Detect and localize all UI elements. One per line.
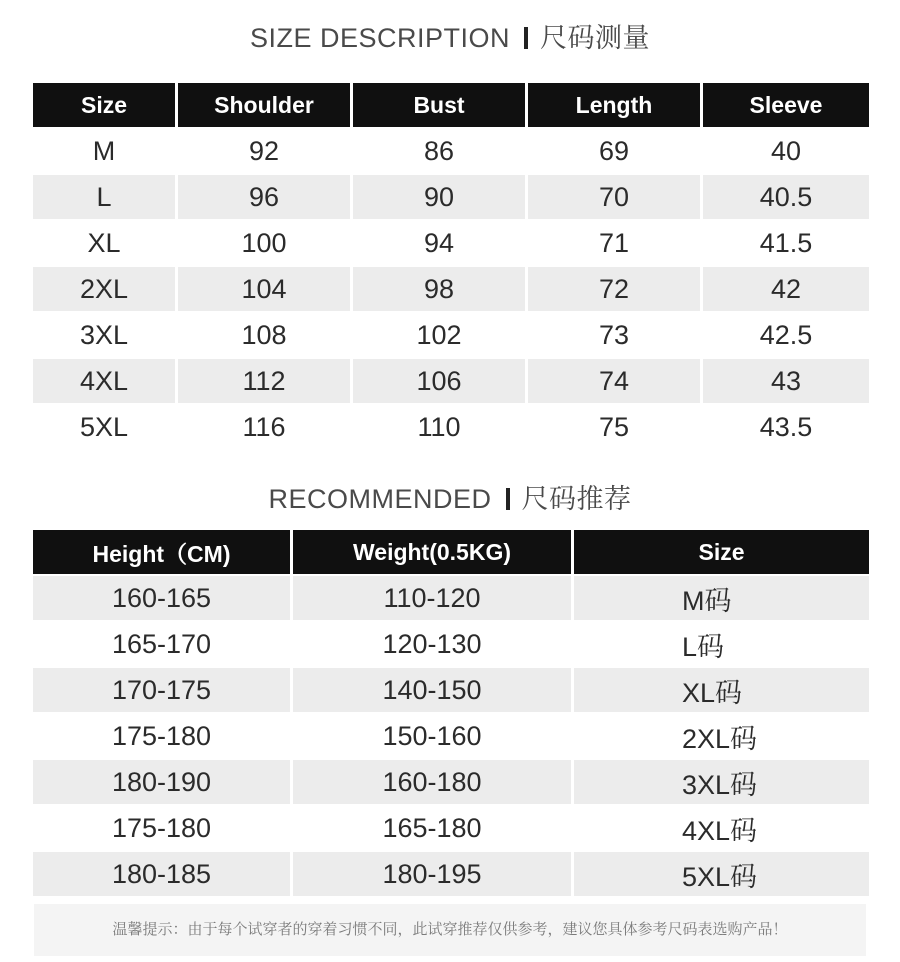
title-divider-bar: [506, 488, 510, 510]
cell-shoulder: 116: [242, 411, 286, 442]
table-row: [33, 622, 869, 666]
table-row: [33, 313, 869, 357]
cell-bust: 102: [416, 319, 462, 350]
header-size: Size: [574, 530, 869, 574]
cell-sleeve: 41.5: [759, 227, 813, 258]
cell-height: 180-190: [33, 760, 290, 804]
cell-size: M码: [574, 576, 869, 620]
cell-sleeve: 43: [703, 359, 869, 403]
cell-size: L码: [682, 631, 725, 662]
cell-bust: 90: [353, 175, 525, 219]
title-divider-bar: [524, 27, 528, 49]
table-row: [33, 668, 869, 712]
header-size: Size: [33, 83, 175, 127]
table-row: [33, 806, 869, 850]
fitting-tip-note: 温馨提示：由于每个试穿者的穿着习惯不同，此试穿推荐仅供参考，建议您具体参考尺码表选购产品！: [34, 904, 866, 956]
header-shoulder: Shoulder: [178, 83, 350, 127]
cell-size: XL: [87, 227, 121, 258]
cell-size: L: [33, 175, 175, 219]
cell-height: 180-185: [33, 852, 290, 896]
header-sleeve: Sleeve: [703, 83, 869, 127]
cell-shoulder: 92: [248, 135, 280, 166]
cell-length: 70: [528, 175, 700, 219]
cell-length: 75: [598, 411, 630, 442]
cell-weight: 180-195: [293, 852, 571, 896]
cell-length: 72: [528, 267, 700, 311]
cell-size: M: [92, 135, 116, 166]
cell-height: 160-165: [33, 576, 290, 620]
cell-bust: 98: [353, 267, 525, 311]
size-measurement-table: [30, 81, 872, 451]
table-row: [33, 129, 869, 173]
cell-height: 175-180: [111, 720, 212, 751]
table-header-row: [33, 530, 869, 574]
cell-weight: 150-160: [382, 720, 482, 751]
cell-shoulder: 104: [178, 267, 350, 311]
cell-sleeve: 42: [703, 267, 869, 311]
cell-weight: 110-120: [293, 576, 571, 620]
cell-height: 175-180: [111, 812, 212, 843]
cell-weight: 120-130: [382, 628, 482, 659]
table-row: [33, 267, 869, 311]
table-row: [33, 221, 869, 265]
table-row: [33, 359, 869, 403]
cell-shoulder: 108: [241, 319, 287, 350]
cell-size: 4XL: [33, 359, 175, 403]
table-row: [33, 714, 869, 758]
cell-size: 3XL码: [574, 760, 869, 804]
cell-weight: 160-180: [293, 760, 571, 804]
size-title-cn: 尺码测量: [540, 23, 651, 53]
cell-bust: 94: [423, 227, 455, 258]
header-height: Height（CM): [33, 530, 290, 574]
size-title-en: SIZE DESCRIPTION: [249, 23, 511, 53]
table-row: [33, 852, 869, 896]
table-row: [33, 175, 869, 219]
cell-shoulder: 100: [241, 227, 287, 258]
cell-size: 4XL码: [682, 815, 758, 846]
cell-sleeve: 40: [770, 135, 802, 166]
recommended-title-en: RECOMMENDED: [268, 484, 492, 514]
header-weight: Weight(0.5KG): [293, 530, 571, 574]
cell-size: 2XL码: [682, 723, 758, 754]
table-row: [33, 760, 869, 804]
cell-bust: 86: [423, 135, 455, 166]
cell-size: 3XL: [79, 319, 129, 350]
size-recommendation-table: [30, 528, 872, 898]
table-row: [33, 405, 869, 449]
cell-sleeve: 40.5: [703, 175, 869, 219]
cell-length: 71: [598, 227, 630, 258]
cell-sleeve: 42.5: [759, 319, 813, 350]
size-description-title: [0, 16, 900, 55]
cell-size: XL码: [574, 668, 869, 712]
cell-length: 73: [598, 319, 630, 350]
cell-size: 2XL: [33, 267, 175, 311]
recommended-title: [0, 477, 900, 516]
cell-shoulder: 112: [178, 359, 350, 403]
cell-length: 74: [528, 359, 700, 403]
cell-bust: 106: [353, 359, 525, 403]
cell-bust: 110: [417, 411, 461, 442]
cell-size: 5XL码: [574, 852, 869, 896]
cell-height: 165-170: [111, 628, 212, 659]
cell-weight: 165-180: [382, 812, 482, 843]
recommended-title-cn: 尺码推荐: [521, 484, 632, 514]
header-bust: Bust: [353, 83, 525, 127]
cell-sleeve: 43.5: [759, 411, 813, 442]
table-header-row: [33, 83, 869, 127]
table-row: [33, 576, 869, 620]
cell-height: 170-175: [33, 668, 290, 712]
cell-weight: 140-150: [293, 668, 571, 712]
cell-length: 69: [598, 135, 630, 166]
header-length: Length: [528, 83, 700, 127]
cell-shoulder: 96: [178, 175, 350, 219]
cell-size: 5XL: [79, 411, 129, 442]
